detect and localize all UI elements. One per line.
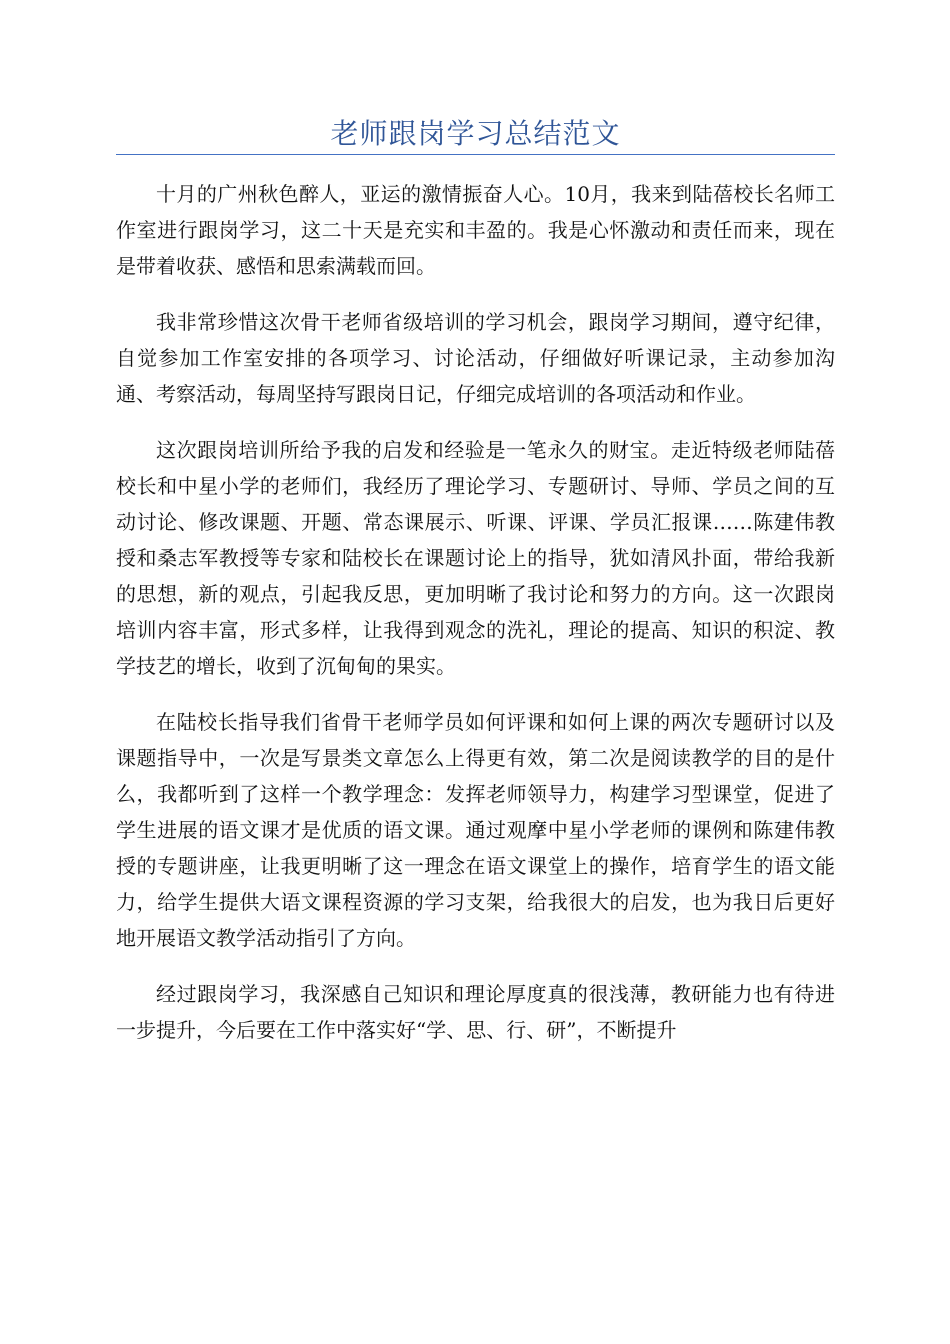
paragraph-2: 我非常珍惜这次骨干老师省级培训的学习机会，跟岗学习期间，遵守纪律，自觉参加工作室安排的各项学习、讨论活动，仔细做好听课记录，主动参加沟通、考察活动，每周坚持写跟岗日记，仔细完成培训的各项活动和作业。 [116, 310, 835, 406]
document-body [116, 176, 835, 1068]
document-title: 老师跟岗学习总结范文 [330, 117, 621, 150]
paragraph-4: 在陆校长指导我们省骨干老师学员如何评课和如何上课的两次专题研讨以及课题指导中，一次是写景类文章怎么上得更有效，第二次是阅读教学的目的是什么，我都听到了这样一个教学理念：发挥老师领导力，构建学习型课堂，促进了学生进展的语文课才是优质的语文课。通过观摩中星小学老师的课例和陈建伟教授的专题讲座，让我更明晰了这一理念在语文课堂上的操作，培育学生的语文能力，给学生提供大语文课程资源的学习支架，给我很大的启发，也为我日后更好地开展语文教学活动指引了方向。 [116, 710, 835, 950]
title-underline [116, 154, 835, 155]
paragraph-3: 这次跟岗培训所给予我的启发和经验是一笔永久的财宝。走近特级老师陆蓓校长和中星小学的老师们，我经历了理论学习、专题研讨、导师、学员之间的互动讨论、修改课题、开题、常态课展示、听课、评课、学员汇报课……陈建伟教授和桑志军教授等专家和陆校长在课题讨论上的指导，犹如清风扑面，带给我新的思想，新的观点，引起我反思，更加明晰了我讨论和努力的方向。这一次跟岗培训内容丰富，形式多样，让我得到观念的洗礼，理论的提高、知识的积淀、教学技艺的增长，收到了沉甸甸的果实。 [116, 438, 835, 678]
paragraph-5: 经过跟岗学习，我深感自己知识和理论厚度真的很浅薄，教研能力也有待进一步提升，今后要在工作中落实好“学、思、行、研”，不断提升 [116, 982, 835, 1042]
paragraph-1: 十月的广州秋色醉人，亚运的激情振奋人心。10月，我来到陆蓓校长名师工作室进行跟岗学习，这二十天是充实和丰盈的。我是心怀激动和责任而来，现在是带着收获、感悟和思索满载而回。 [116, 182, 835, 278]
